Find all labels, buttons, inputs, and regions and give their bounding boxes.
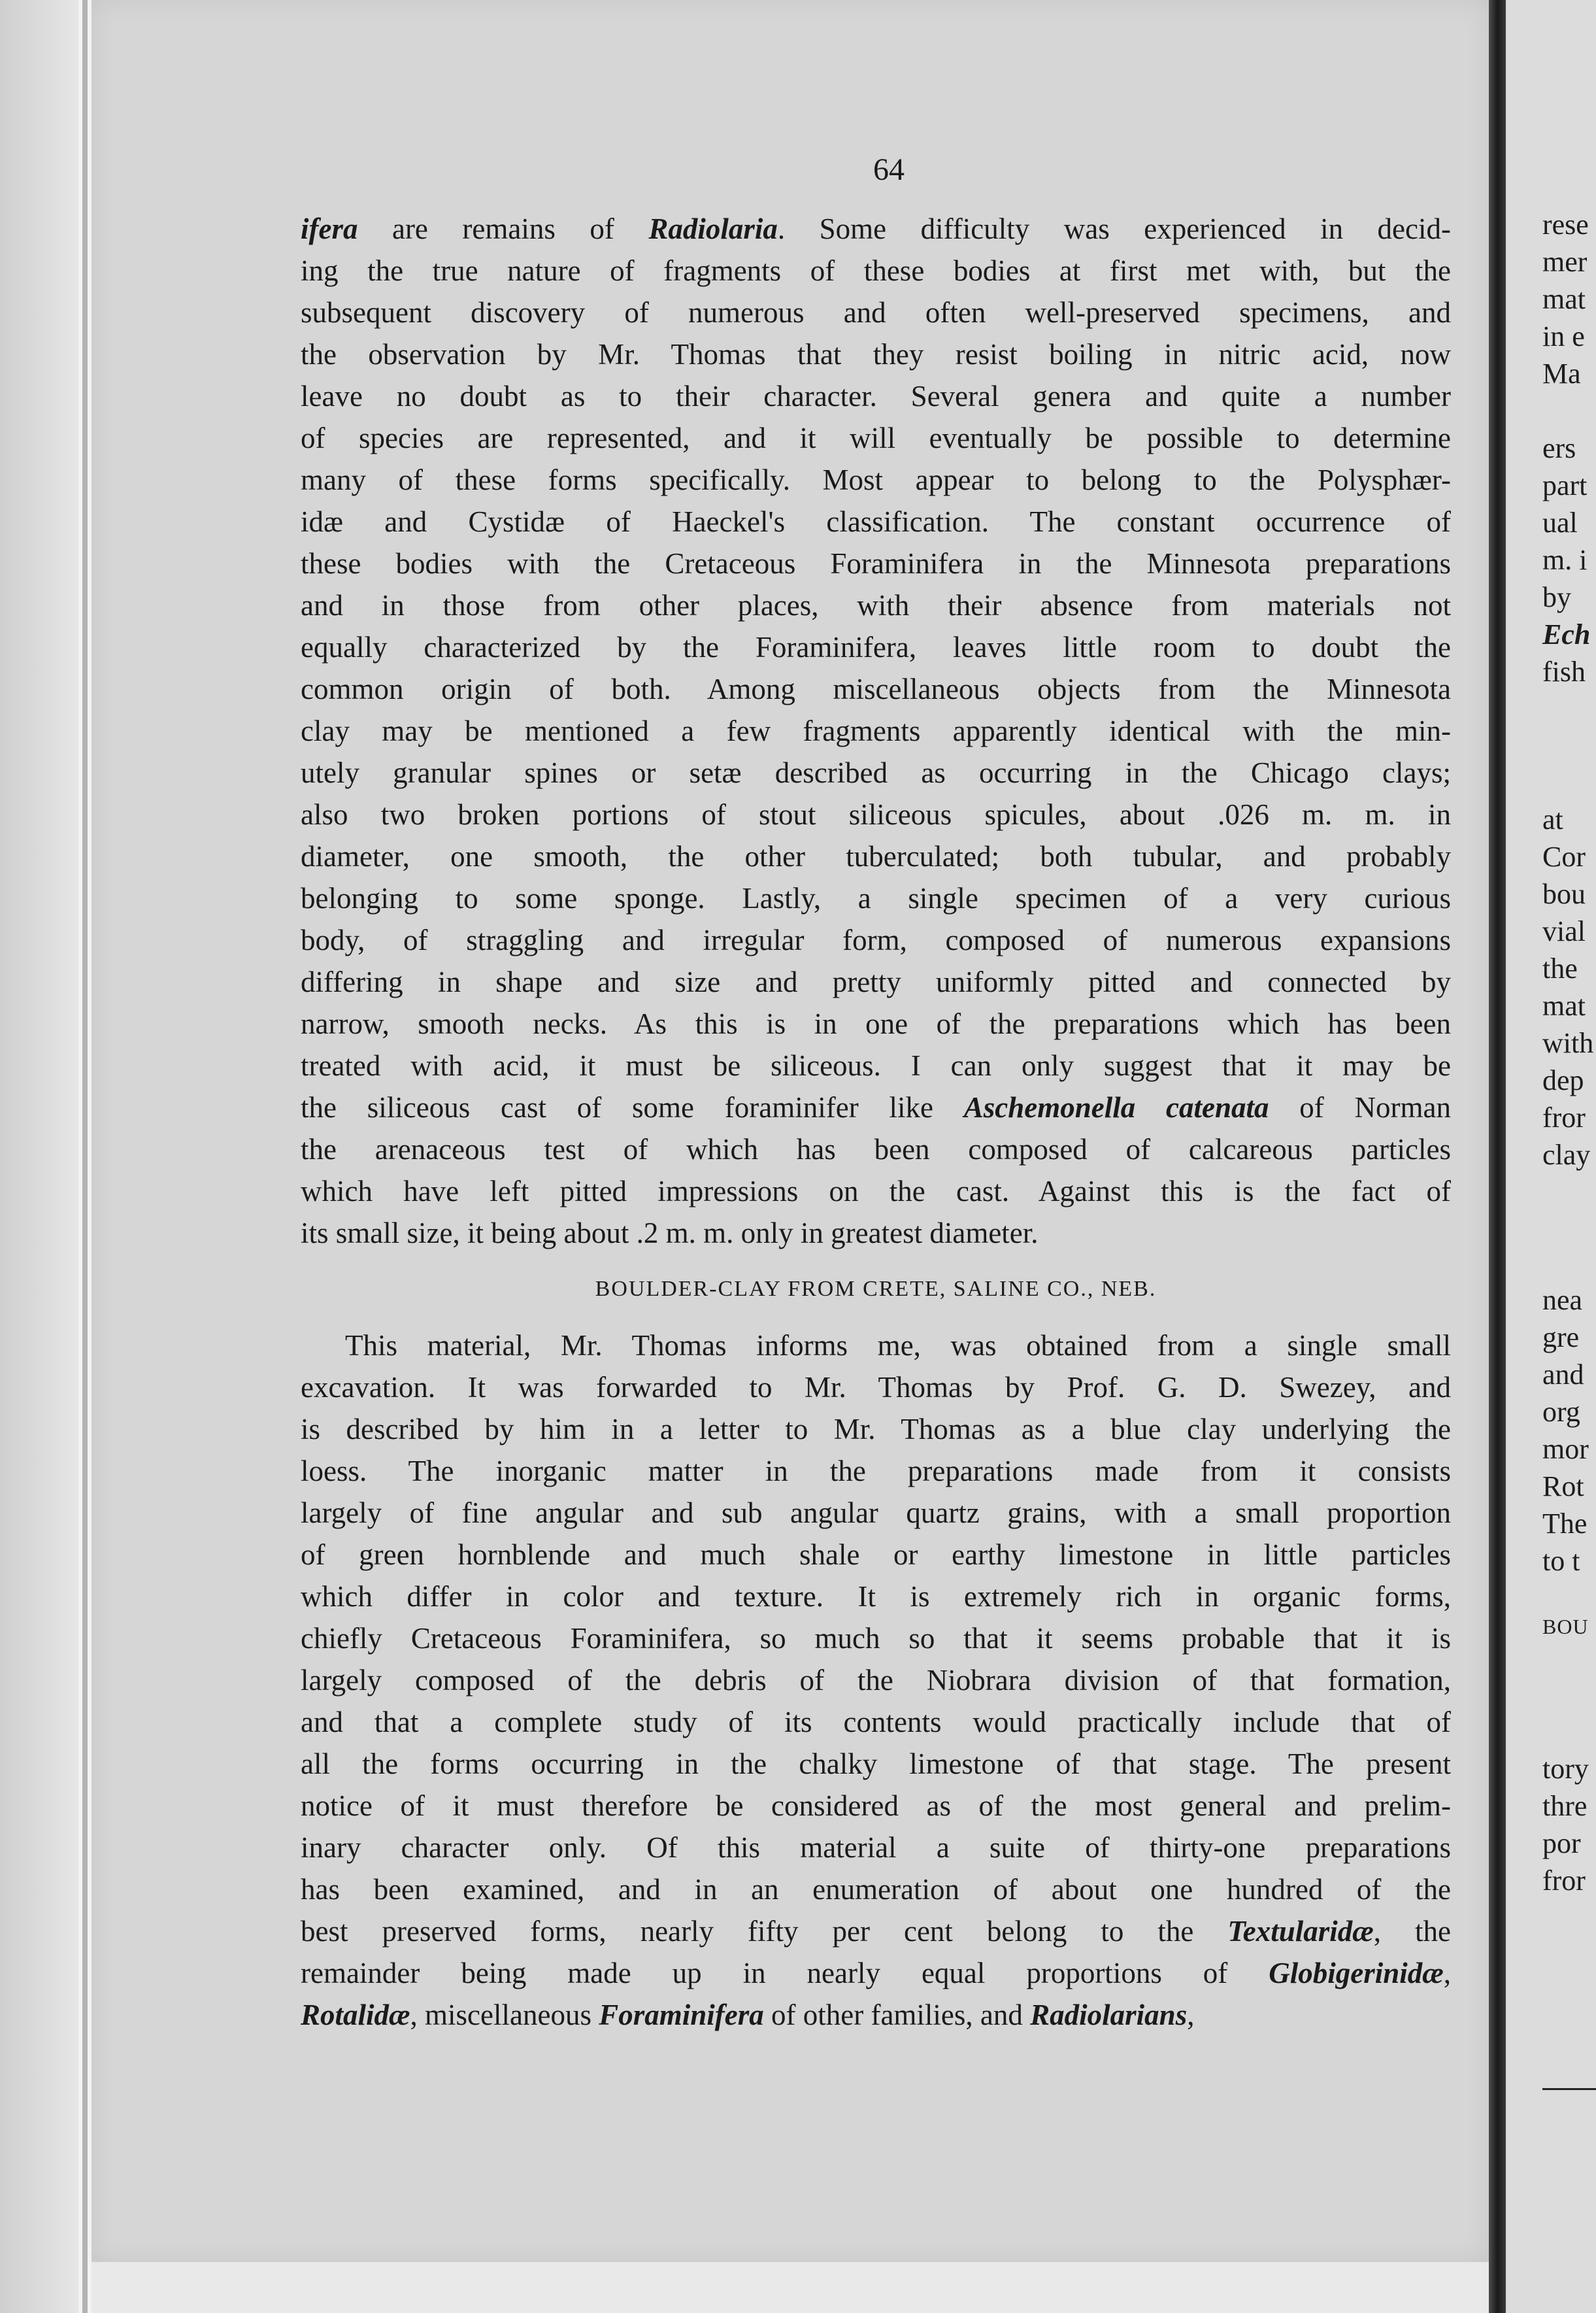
text-run: utely granular spines or setæ described as occurring in the Chicago clays;	[301, 756, 1451, 789]
text-run: clay may be mentioned a few fragments apparently identical with the min-	[301, 715, 1451, 747]
text-run: also two broken portions of stout siliceous spicules, about .026 m. m. in	[301, 798, 1451, 831]
text-run: and that a complete study of its contents would practically include that of	[301, 1706, 1451, 1738]
text-line	[301, 417, 1451, 459]
adjacent-page-text-fragment: fror	[1542, 1865, 1586, 1897]
italic-term: Textularidæ	[1227, 1915, 1374, 1948]
text-run: excavation. It was forwarded to Mr. Thomas by Prof. G. D. Swezey, and	[301, 1371, 1451, 1404]
adjacent-page-text-fragment: fror	[1542, 1102, 1586, 1134]
text-run: diameter, one smooth, the other tuberculated; both tubular, and probably	[301, 840, 1451, 873]
text-run: which have left pitted impressions on the cast. Against this is the fact of	[301, 1175, 1451, 1207]
adjacent-page-text-fragment: bou	[1542, 878, 1586, 910]
section-heading: BOULDER-CLAY FROM CRETE, SALINE CO., NEB.	[595, 1277, 1157, 1301]
text-line	[301, 1701, 1451, 1743]
adjacent-page-text-fragment: org	[1542, 1396, 1580, 1428]
adjacent-page-text-fragment: mat	[1542, 283, 1586, 315]
text-run: differing in shape and size and pretty uniformly pitted and connected by	[301, 966, 1451, 998]
text-run: ,	[1187, 1999, 1195, 2031]
text-run: This material, Mr. Thomas informs me, was obtained from a single small	[345, 1329, 1451, 1362]
text-line	[301, 1212, 1451, 1254]
adjacent-page-text-fragment: mat	[1542, 990, 1586, 1022]
body-text	[301, 208, 1451, 2036]
text-line	[301, 1576, 1451, 1617]
adjacent-page-text-fragment: at	[1542, 803, 1563, 836]
text-run: best preserved forms, nearly fifty per cent belong to the	[301, 1915, 1228, 1948]
text-run: all the forms occurring in the chalky limestone of that stage. The present	[301, 1747, 1451, 1780]
italic-term: Globigerinidæ	[1269, 1957, 1444, 1989]
text-line	[301, 1492, 1451, 1534]
text-line	[301, 250, 1451, 292]
text-run: which differ in color and texture. It is extremely rich in organic forms,	[301, 1580, 1451, 1613]
adjacent-page-text-fragment: mer	[1542, 246, 1588, 278]
text-run: these bodies with the Cretaceous Foraminifera in the Minnesota preparations	[301, 547, 1451, 580]
text-line	[301, 543, 1451, 584]
adjacent-page-text-fragment: ers	[1542, 432, 1576, 464]
text-line	[301, 836, 1451, 877]
text-line	[301, 292, 1451, 333]
text-line	[301, 1450, 1451, 1492]
text-line	[301, 877, 1451, 919]
adjacent-page-text-fragment: The	[1542, 1508, 1588, 1540]
italic-term: Radiolarians	[1030, 1999, 1188, 2031]
text-run: the siliceous cast of some foraminifer like	[301, 1091, 964, 1124]
text-run: are remains of	[357, 212, 649, 245]
text-line	[301, 375, 1451, 417]
adjacent-page-text-fragment: Cor	[1542, 841, 1586, 873]
text-run: ,	[1443, 1957, 1451, 1989]
adjacent-page-text-fragment: tory	[1542, 1753, 1589, 1785]
text-run: subsequent discovery of numerous and often well-preserved specimens, and	[301, 296, 1451, 329]
text-line	[301, 1325, 1451, 1366]
text-run: , miscellaneous	[410, 1999, 599, 2031]
text-line	[301, 961, 1451, 1003]
text-run: chiefly Cretaceous Foraminifera, so much so that it seems probable that it is	[301, 1622, 1451, 1655]
text-line	[301, 1952, 1451, 1994]
text-line	[301, 333, 1451, 375]
adjacent-page-text-fragment: to t	[1542, 1545, 1580, 1577]
adjacent-page-text-fragment: vial	[1542, 915, 1586, 947]
text-run: treated with acid, it must be siliceous. I can only suggest that it may be	[301, 1049, 1451, 1082]
text-line	[301, 208, 1451, 250]
scanner-left-margin	[0, 0, 78, 2313]
adjacent-page-text-fragment: and	[1542, 1359, 1584, 1391]
text-run: equally characterized by the Foraminifera, leaves little room to doubt the	[301, 631, 1451, 664]
italic-term: Rotalidæ	[301, 1999, 410, 2031]
text-line	[301, 459, 1451, 501]
text-run: loess. The inorganic matter in the preparations made from it consists	[301, 1455, 1451, 1487]
text-line	[301, 1868, 1451, 1910]
text-run: is described by him in a letter to Mr. Thomas as a blue clay underlying the	[301, 1413, 1451, 1445]
adjacent-page-text-fragment: part	[1542, 469, 1588, 501]
text-run: . Some difficulty was experienced in decid-	[777, 212, 1451, 245]
text-run: narrow, smooth necks. As this is in one of the preparations which has been	[301, 1007, 1451, 1040]
left-edge-rule	[82, 0, 88, 2313]
text-run: ing the true nature of fragments of these bodies at first met with, but the	[301, 254, 1451, 287]
italic-term: Radiolaria	[648, 212, 778, 245]
text-line	[301, 1128, 1451, 1170]
text-run: and in those from other places, with their absence from materials not	[301, 589, 1451, 622]
text-line	[301, 668, 1451, 710]
text-line	[301, 1045, 1451, 1087]
text-run: of green hornblende and much shale or earthy limestone in little particles	[301, 1538, 1451, 1571]
text-line	[301, 710, 1451, 752]
text-run: body, of straggling and irregular form, composed of numerous expansions	[301, 924, 1451, 956]
adjacent-page-text-fragment: fish	[1542, 656, 1586, 688]
adjacent-page-text-fragment: dep	[1542, 1064, 1584, 1096]
text-line	[301, 1659, 1451, 1701]
text-run: common origin of both. Among miscellaneous objects from the Minnesota	[301, 673, 1451, 705]
adjacent-page-text-fragment: mor	[1542, 1433, 1589, 1465]
text-run: leave no doubt as to their character. Several genera and quite a number	[301, 380, 1451, 413]
text-line	[301, 626, 1451, 668]
adjacent-page-text-fragment: rese	[1542, 209, 1589, 241]
text-line	[301, 1617, 1451, 1659]
page-number: 64	[873, 152, 905, 187]
text-run: of other families, and	[763, 1999, 1031, 2031]
text-run: remainder being made up in nearly equal proportions of	[301, 1957, 1269, 1989]
adjacent-page-text-fragment: by	[1542, 581, 1571, 613]
text-line	[301, 1785, 1451, 1827]
adjacent-page-text-fragment: ual	[1542, 507, 1578, 539]
text-run: largely of fine angular and sub angular quartz grains, with a small proportion	[301, 1496, 1451, 1529]
adjacent-page-text-fragment: por	[1542, 1827, 1581, 1859]
adjacent-page-text-fragment: the	[1542, 953, 1578, 985]
text-run: of Norman	[1269, 1091, 1451, 1124]
text-run: many of these forms specifically. Most appear to belong to the Polysphær-	[301, 464, 1451, 496]
text-line	[301, 1003, 1451, 1045]
text-run: its small size, it being about .2 m. m. only in greatest diameter.	[301, 1217, 1039, 1249]
adjacent-page-text-fragment: Ma	[1542, 358, 1581, 390]
italic-term: ifera	[301, 212, 358, 245]
adjacent-page-text-fragment: BOU	[1542, 1615, 1589, 1638]
text-line	[301, 1910, 1451, 1952]
adjacent-page-text-fragment: gre	[1542, 1321, 1580, 1353]
text-run: largely composed of the debris of the Niobrara division of that formation,	[301, 1664, 1451, 1697]
adjacent-page-footnote-rule	[1542, 2088, 1596, 2090]
text-line	[301, 1743, 1451, 1785]
text-line	[301, 794, 1451, 836]
adjacent-page-text-fragment: in e	[1542, 320, 1585, 352]
page-bottom-edge	[91, 2262, 1489, 2313]
text-run: the observation by Mr. Thomas that they resist boiling in nitric acid, now	[301, 338, 1451, 371]
italic-term: Aschemonella catenata	[963, 1091, 1269, 1124]
paragraph-radiolaria	[301, 208, 1451, 1254]
adjacent-page-text-fragment: Ech	[1542, 618, 1591, 650]
text-line	[301, 1170, 1451, 1212]
italic-term: Foraminifera	[599, 1999, 764, 2031]
text-run: has been examined, and in an enumeration of about one hundred of the	[301, 1873, 1451, 1906]
text-run: of species are represented, and it will eventually be possible to determine	[301, 422, 1451, 454]
adjacent-page-edge	[1506, 0, 1596, 2313]
text-run: the arenaceous test of which has been composed of calcareous particles	[301, 1133, 1451, 1166]
text-line	[301, 1366, 1451, 1408]
text-line	[301, 1534, 1451, 1576]
adjacent-page-text-fragment: clay	[1542, 1139, 1591, 1171]
paragraph-boulder-clay	[301, 1325, 1451, 2036]
adjacent-page-text-fragment: thre	[1542, 1790, 1588, 1822]
text-run: , the	[1373, 1915, 1451, 1948]
adjacent-page-text-fragment: nea	[1542, 1284, 1583, 1316]
adjacent-page-text-fragment: with	[1542, 1027, 1594, 1059]
text-run: inary character only. Of this material a suite of thirty-one preparations	[301, 1831, 1451, 1864]
text-line	[301, 584, 1451, 626]
text-line	[301, 1087, 1451, 1128]
text-line	[301, 501, 1451, 543]
text-run: notice of it must therefore be considered as of the most general and prelim-	[301, 1789, 1451, 1822]
text-line	[301, 1827, 1451, 1868]
text-line	[301, 1408, 1451, 1450]
adjacent-page-text-fragment: Rot	[1542, 1470, 1584, 1502]
adjacent-page-text-fragment: m. i	[1542, 544, 1588, 576]
text-line	[301, 1994, 1451, 2036]
book-spine	[1489, 0, 1506, 2313]
text-run: idæ and Cystidæ of Haeckel's classification. The constant occurrence of	[301, 505, 1451, 538]
text-line	[301, 752, 1451, 794]
text-line	[301, 919, 1451, 961]
text-run: belonging to some sponge. Lastly, a single specimen of a very curious	[301, 882, 1451, 915]
